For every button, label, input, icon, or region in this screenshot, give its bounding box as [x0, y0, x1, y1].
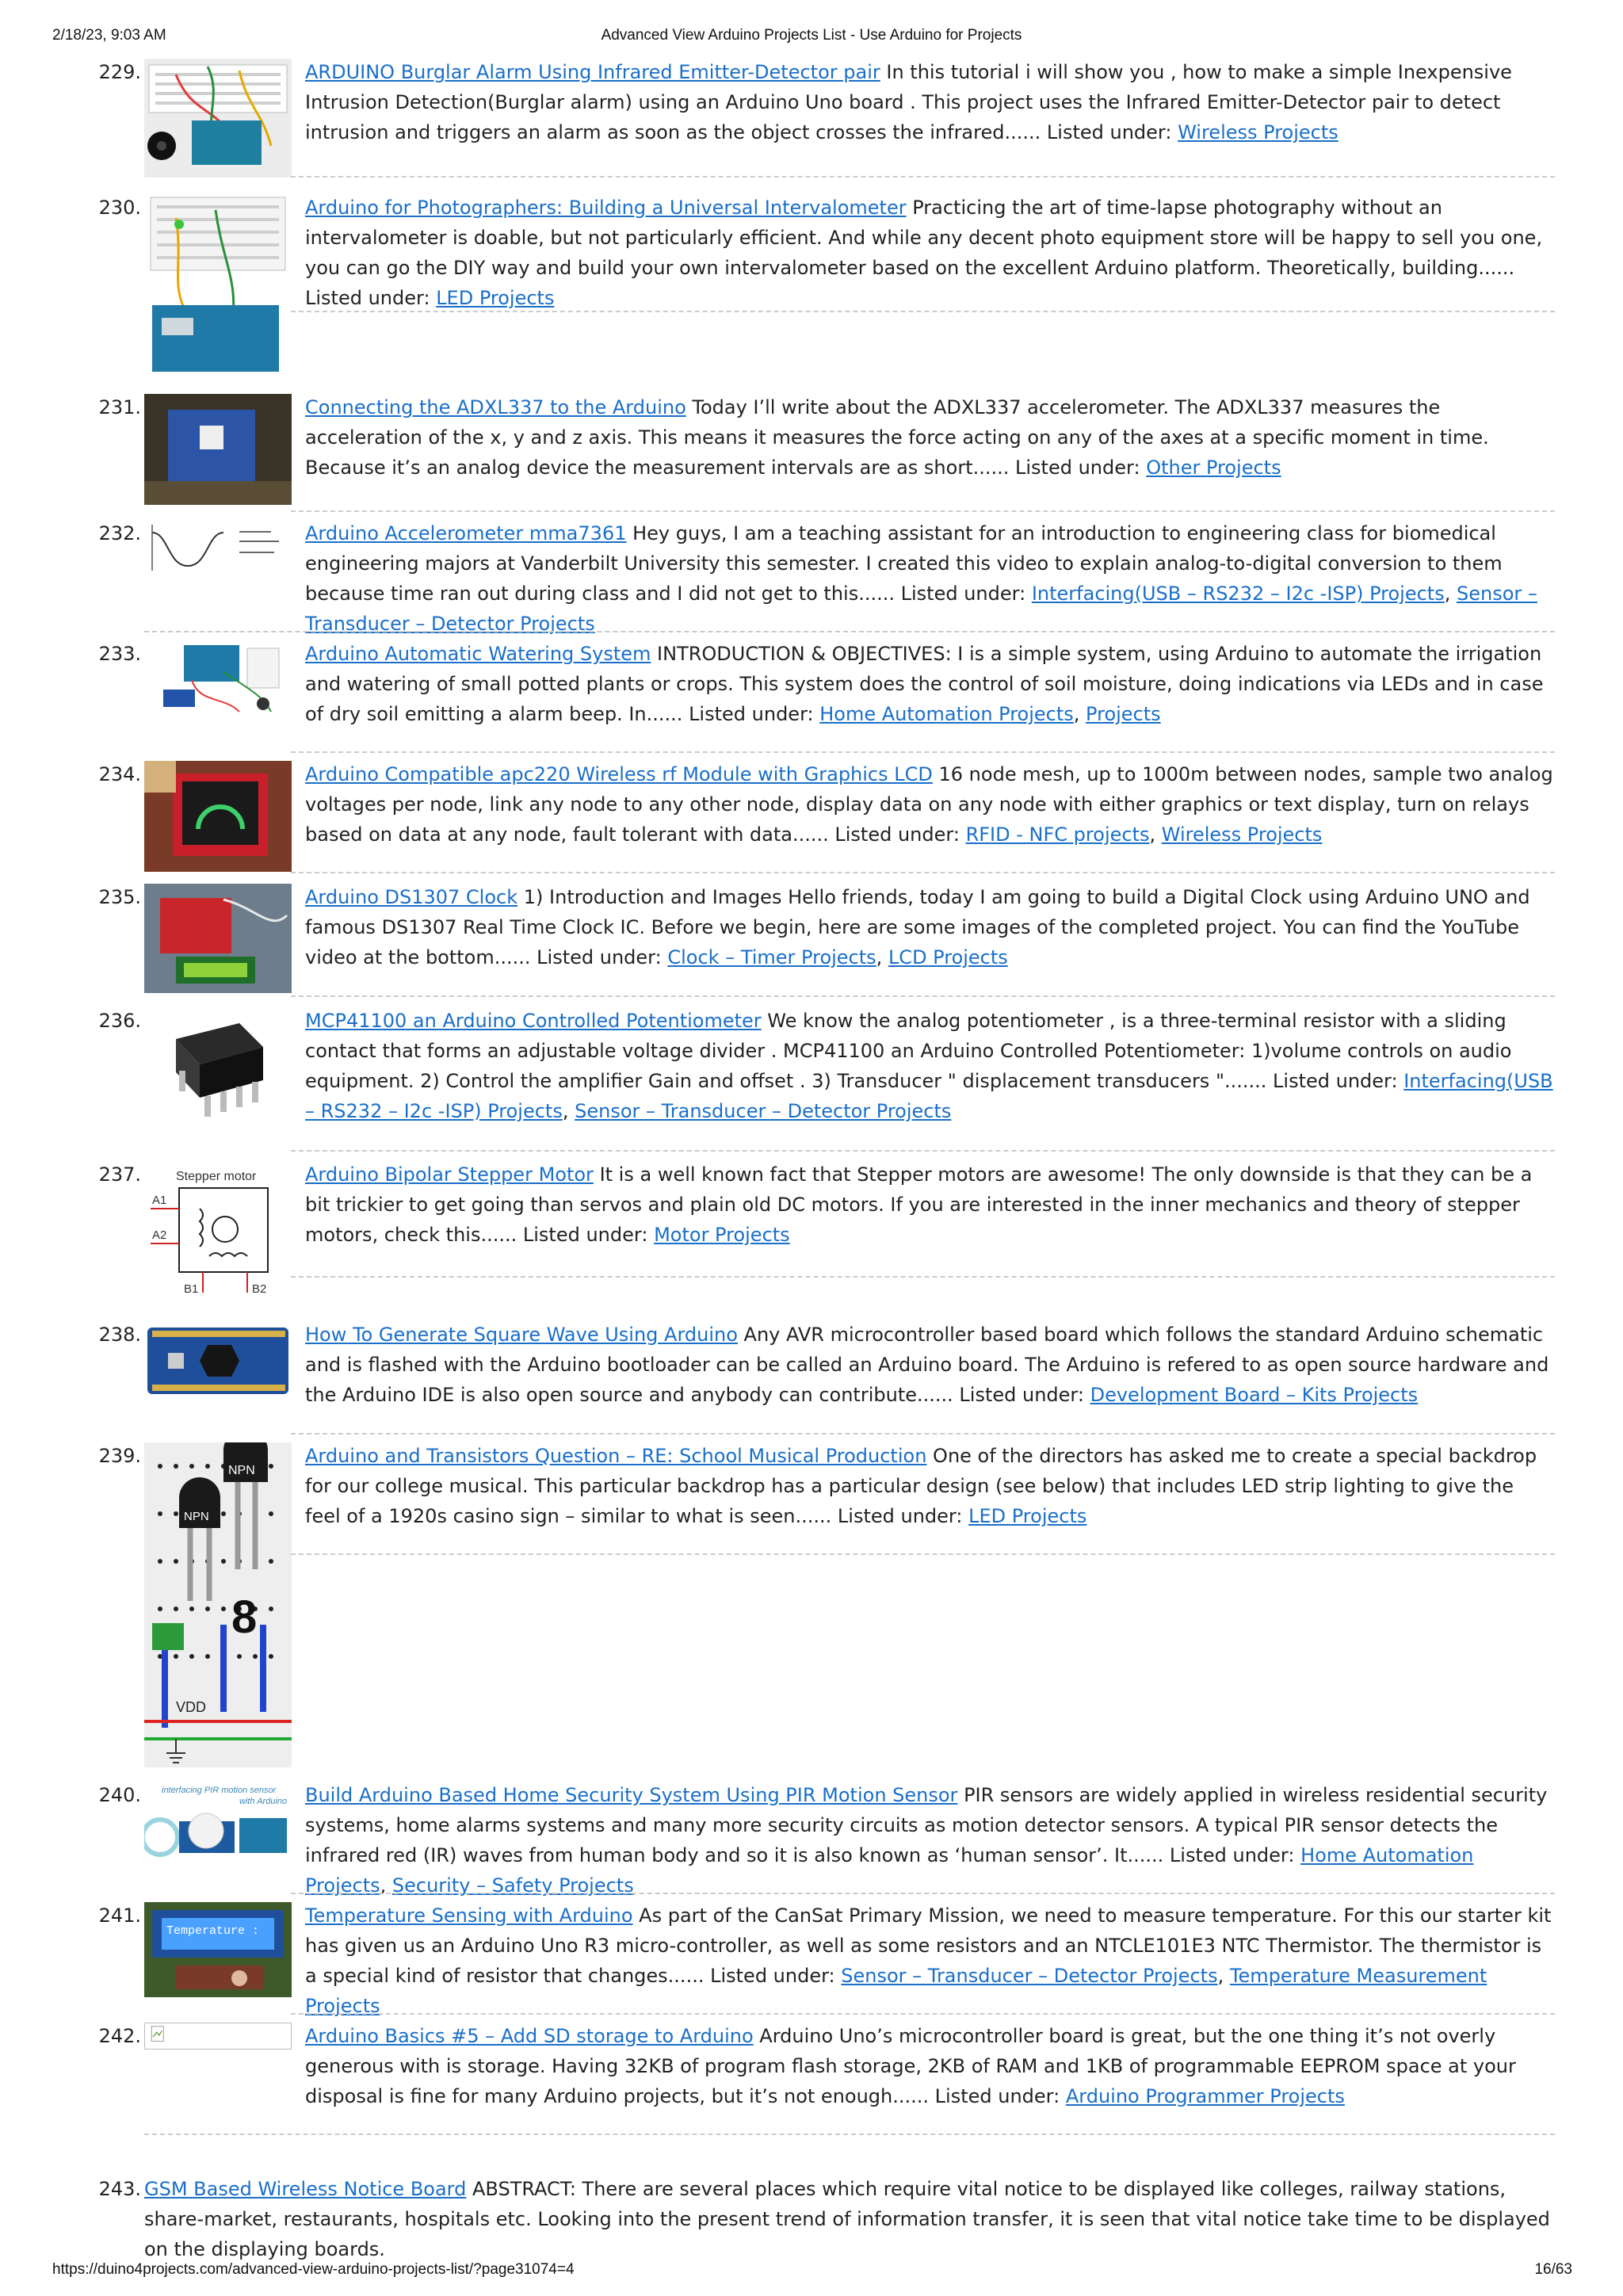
category-link[interactable]: Projects [1086, 703, 1161, 725]
item-text: Arduino Automatic Watering System INTRODUCTION & OBJECTIVES: I is a simple system, using Arduino to automate the irrigation and watering of small potted plants or crops. This system does the control of soil moisture, doing indications via LEDs and in case of dry soil emitting a alarm beep. In...... Listed under: Home Automation Projects, Projects [305, 643, 1544, 725]
category-link[interactable]: Development Board – Kits Projects [1090, 1384, 1419, 1406]
thumb-label-digit: 8 [231, 1591, 258, 1643]
item-number: 231. [98, 396, 141, 418]
thumbnail-apc220[interactable] [144, 761, 292, 872]
category-link[interactable]: Motor Projects [654, 1224, 790, 1246]
category-link[interactable]: Wireless Projects [1178, 121, 1338, 143]
thumbnail-pir-security[interactable] [144, 1782, 292, 1861]
listed-under-label: Listed under: [1169, 1844, 1295, 1866]
project-title-link[interactable]: Arduino and Transistors Question – RE: School Musical Production [305, 1445, 927, 1467]
item-text [305, 2021, 1553, 2111]
project-excerpt: In this tutorial i will show you , how to make a simple Inexpensive Intrusion Detection(Burglar alarm) using an Arduino Uno board . This project uses the Infrared Emitter-Detector pair to detect intrusion and triggers an alarm as soon as the object crosses the infrared...... [305, 61, 1512, 143]
separator [291, 311, 1555, 312]
thumb-label-a2: A2 [152, 1228, 167, 1242]
item-number: 229. [98, 61, 141, 83]
print-footer [0, 2261, 1623, 2285]
thumb-label-stepper: Stepper motor [176, 1170, 257, 1183]
listed-under-label: Listed under: [1015, 457, 1140, 479]
thumb-label-pir-1: interfacing PIR motion sensor [162, 1786, 277, 1795]
project-excerpt: We know the analog potentiometer , is a three-terminal resistor with a sliding contact that forms an adjustable voltage divider . MCP41100 an Arduino Controlled Potentiometer: 1)volume controls on audio equipment. 2) Control the amplifier Gain and offset . 3) Transducer " displacement transducers "....... [305, 1010, 1512, 1092]
category-link[interactable]: Sensor – Transducer – Detector Projects [305, 583, 1537, 635]
item-number: 232. [98, 522, 141, 544]
item-number: 240. [98, 1784, 141, 1806]
print-page-number: 16/63 [1534, 2261, 1572, 2278]
separator [144, 631, 1555, 632]
separator [291, 995, 1555, 997]
separator [291, 176, 1555, 178]
project-title-link[interactable]: Connecting the ADXL337 to the Arduino [305, 396, 686, 418]
separator [291, 510, 1555, 512]
thumbnail-mcp41100[interactable] [144, 1007, 292, 1126]
project-title-link[interactable]: Arduino for Photographers: Building a Universal Intervalometer [305, 197, 907, 219]
project-title-link[interactable]: Arduino Bipolar Stepper Motor [305, 1163, 594, 1186]
project-excerpt: Any AVR microcontroller based board which follows the standard Arduino schematic and is flashed with the Arduino bootloader can be called an Arduino board. The Arduino is refered to as open source hardware and the Arduino IDE is also open source and anybody can contribute...... [305, 1324, 1549, 1406]
separator [291, 1433, 1555, 1435]
thumb-label-npn-2: NPN [184, 1510, 209, 1523]
item-text: Temperature Sensing with Arduino As part of the CanSat Primary Mission, we need to measure temperature. For this our starter kit has given us an Arduino Uno R3 micro-controller, as well as some resistors and an NTCLE101E3 NTC Thermistor. The thermistor is a special kind of resistor that changes...... Listed under: Sensor – Transducer – Detector Projects, Temperature Measurement Projects [305, 1904, 1552, 2017]
listed-under-label: Listed under: [710, 1965, 835, 1987]
listed-under-label: Listed under: [537, 946, 662, 968]
thumb-label-vdd: VDD [176, 1699, 207, 1715]
thumb-label-b1: B1 [184, 1282, 199, 1296]
category-link[interactable]: Sensor – Transducer – Detector Projects [841, 1965, 1218, 1987]
item-text: Arduino Compatible apc220 Wireless rf Module with Graphics LCD 16 node mesh, up to 1000m between nodes, sample two analog voltages per node, link any node to any other node, display data on any node with either graphics or text display, turn on relays based on data at any node, fault tolerant with data...... Listed under: RFID - NFC projects, Wireless Projects [305, 763, 1553, 846]
separator [291, 1553, 1555, 1555]
thumbnail-mma7361[interactable] [144, 520, 292, 574]
item-number: 239. [98, 1445, 141, 1467]
item-text: Arduino Accelerometer mma7361 Hey guys, I am a teaching assistant for an introduction to engineering class for biomedical engineering majors at Vanderbilt University this semester. I created this video to explain analog-to-digital conversion to them because time ran out during class and I did not get to this...... Listed under: Interfacing(USB – RS232 – I2c -ISP) Projects, Sensor – Transducer – Detector Projects [305, 522, 1537, 635]
category-link[interactable]: Security – Safety Projects [391, 1874, 634, 1897]
separator [291, 2013, 1555, 2015]
project-title-link[interactable]: MCP41100 an Arduino Controlled Potentiometer [305, 1010, 762, 1032]
arduino-pro-mini-image [144, 1321, 292, 1400]
item-number: 238. [98, 1324, 141, 1346]
category-link[interactable]: LED Projects [968, 1505, 1087, 1527]
listed-under-label: Listed under: [959, 1384, 1084, 1406]
category-link[interactable]: Sensor – Transducer – Detector Projects [575, 1100, 952, 1122]
thumbnail-intervalometer[interactable] [144, 194, 292, 375]
item-number: 243. [98, 2178, 141, 2200]
listed-under-label: Listed under: [1046, 121, 1172, 143]
item-text: Build Arduino Based Home Security System Using PIR Motion Sensor PIR sensors are widely applied in wireless residential security systems, home alarms systems and many more security circuits as motion detector sensors. A typical PIR sensor detects the infrared red (IR) waves from human body and so it is also known as ‘human sensor’. It...... Listed under: Home Automation Projects, Security – Safety Projects [305, 1784, 1548, 1897]
project-excerpt: INTRODUCTION & OBJECTIVES: I is a simple system, using Arduino to automate the irrigation and watering of small potted plants or crops. This system does the control of soil moisture, doing indications via LEDs and in case of dry soil emitting a alarm beep. In...... [305, 643, 1544, 725]
separator [291, 872, 1555, 873]
intervalometer-image [144, 194, 292, 375]
listed-under-label: Listed under: [834, 823, 960, 846]
project-title-link[interactable]: GSM Based Wireless Notice Board [144, 2178, 467, 2200]
category-link[interactable]: LED Projects [436, 287, 555, 309]
print-url: https://duino4projects.com/advanced-view-arduino-projects-list/?page31074=4 [52, 2261, 575, 2278]
thumbnail-transistors[interactable] [144, 1442, 292, 1767]
sine-sketch-image [144, 520, 292, 574]
thumb-label-a1: A1 [152, 1194, 167, 1207]
graphics-lcd-photo [144, 761, 292, 872]
thumbnail-sd-storage[interactable] [144, 2023, 292, 2050]
item-text [305, 1320, 1553, 1410]
separator [291, 751, 1555, 753]
listed-under-label: Listed under: [1273, 1070, 1398, 1092]
category-link[interactable]: Clock – Timer Projects [667, 946, 876, 968]
item-number: 242. [98, 2025, 141, 2047]
item-number: 235. [98, 886, 141, 908]
project-excerpt: ABSTRACT: There are several places which require vital notice to be displayed like colleges, railway stations, share-market, restaurants, hospitals etc. Looking into the present trend of information transfer, it is seen that vital notice take time to be displayed on the displaying boards. [144, 2178, 1550, 2260]
project-title-link[interactable]: Arduino Basics #5 – Add SD storage to Arduino [305, 2025, 754, 2047]
separator [291, 1276, 1555, 1278]
project-excerpt: 1) Introduction and Images Hello friends, today I am going to build a Digital Clock using Arduino UNO and famous DS1307 Real Time Clock IC. Before we begin, here are some images of the completed project. You can find the YouTube video at the bottom...... [305, 886, 1530, 968]
category-link[interactable]: Home Automation Projects [305, 1844, 1474, 1897]
watering-circuit-image [144, 640, 292, 720]
project-title-link[interactable]: ARDUINO Burglar Alarm Using Infrared Emitter-Detector pair [305, 61, 880, 83]
thumbnail-burglar-alarm[interactable] [144, 59, 292, 178]
category-link[interactable]: Home Automation Projects [819, 703, 1074, 725]
ds1307-clock-photo [144, 884, 292, 993]
item-text [144, 2174, 1555, 2264]
category-link[interactable]: Other Projects [1146, 457, 1281, 479]
broken-image-icon [145, 2023, 291, 2049]
project-title-link[interactable]: Arduino DS1307 Clock [305, 886, 518, 908]
temperature-lcd-photo [144, 1902, 292, 1997]
item-text [305, 1441, 1553, 1531]
print-page-title: Advanced View Arduino Projects List - Use Arduino for Projects [601, 27, 1022, 44]
thumbnail-stepper-motor[interactable] [144, 1161, 292, 1296]
project-excerpt: Arduino Uno’s microcontroller board is great, but the one thing it’s not overly generous with is storage. Having 32KB of program flash storage, 2KB of RAM and 1KB of programmable EEPROM space at your disposal is fine for many Arduino projects, but it’s not enough...... [305, 2025, 1516, 2107]
project-excerpt: Hey guys, I am a teaching assistant for an introduction to engineering class for biomedical engineering majors at Vanderbilt University this semester. I created this video to explain analog-to-digital conversion to them because time ran out during class and I did not get to this...... [305, 522, 1503, 605]
project-excerpt: Today I’ll write about the ADXL337 accelerometer. The ADXL337 measures the acceleration of the x, y and z axis. This means it measures the force acting on any of the axes at a specific moment in time. Because it’s an analog device the measurement intervals are as short...... [305, 396, 1489, 479]
listed-under-label: Listed under: [837, 1505, 963, 1527]
listed-under-label: Listed under: [522, 1224, 648, 1246]
thumbnail-ds1307-clock[interactable] [144, 884, 292, 993]
listed-under-label: Listed under: [900, 583, 1026, 605]
category-link[interactable]: RFID - NFC projects [965, 823, 1150, 846]
thumbnail-adxl337[interactable] [144, 394, 292, 505]
thumb-label-lcd: Temperature : [166, 1924, 260, 1938]
project-title-link[interactable]: Arduino Automatic Watering System [305, 643, 651, 665]
thumbnail-square-wave[interactable] [144, 1321, 292, 1400]
listed-under-label: Listed under: [689, 703, 814, 725]
project-title-link[interactable]: Build Arduino Based Home Security System Using PIR Motion Sensor [305, 1784, 958, 1806]
category-link[interactable]: Temperature Measurement Projects [305, 1965, 1487, 2017]
category-link[interactable]: Interfacing(USB – RS232 – I2c -ISP) Projects [1031, 583, 1445, 605]
project-title-link[interactable]: Temperature Sensing with Arduino [305, 1904, 633, 1927]
thumbnail-watering-system[interactable] [144, 640, 292, 720]
category-link[interactable]: Arduino Programmer Projects [1065, 2085, 1345, 2107]
listed-under-label: Listed under: [305, 287, 430, 309]
item-text [305, 392, 1553, 483]
item-text [305, 1159, 1553, 1250]
stepper-schematic-image [144, 1161, 292, 1296]
thumbnail-temperature-sensing[interactable] [144, 1902, 292, 1997]
category-link[interactable]: Wireless Projects [1161, 823, 1323, 846]
dip-chip-image [144, 1007, 292, 1126]
item-text [305, 193, 1553, 313]
accelerometer-photo [144, 394, 292, 505]
listed-under-label: Listed under: [934, 2085, 1060, 2107]
project-title-link[interactable]: Arduino Compatible apc220 Wireless rf Module with Graphics LCD [305, 763, 933, 785]
print-datetime: 2/18/23, 9:03 AM [52, 27, 166, 44]
pir-sensor-image [144, 1782, 292, 1861]
item-number: 241. [98, 1904, 141, 1927]
project-excerpt: As part of the CanSat Primary Mission, we need to measure temperature. For this our starter kit has given us an Arduino Uno R3 micro-controller, as well as some resistors and an NTCLE101E3 NTC Thermistor. The thermistor is a special kind of resistor that changes...... [305, 1904, 1552, 1987]
item-text: Arduino DS1307 Clock 1) Introduction and Images Hello friends, today I am going to build a Digital Clock using Arduino UNO and famous DS1307 Real Time Clock IC. Before we begin, here are some images of the completed project. You can find the YouTube video at the bottom...... Listed under: Clock – Timer Projects, LCD Projects [305, 886, 1530, 968]
item-number: 233. [98, 643, 141, 665]
project-excerpt: Practicing the art of time-lapse photography without an intervalometer is doable, but not particularly efficient. And while any decent photo equipment store will be happy to sell you one, you can go the DIY way and build your own intervalometer based on the excellent Arduino platform. Theoretically, building...... [305, 197, 1543, 279]
separator [144, 2134, 1555, 2135]
project-excerpt: One of the directors has asked me to create a special backdrop for our college musical. This particular backdrop has a particular design (see below) that includes LED strip lighting to give the feel of a 1920s casino sign – similar to what is seen...... [305, 1445, 1537, 1527]
item-number: 230. [98, 197, 141, 219]
thumb-label-pir-2: with Arduino [239, 1797, 288, 1806]
transistor-breadboard-image [144, 1442, 292, 1767]
thumb-label-b2: B2 [252, 1282, 267, 1296]
separator [291, 1893, 1555, 1894]
item-text: MCP41100 an Arduino Controlled Potentiometer We know the analog potentiometer , is a three-terminal resistor with a sliding contact that forms an adjustable voltage divider . MCP41100 an Arduino Controlled Potentiometer: 1)volume controls on audio equipment. 2) Control the amplifier Gain and offset . 3) Transducer " displacement transducers "....... Listed under: Interfacing(USB – RS232 – I2c -ISP) Projects, Sensor – Transducer – Detector Projects [305, 1010, 1553, 1122]
project-excerpt: 16 node mesh, up to 1000m between nodes, sample two analog voltages per node, link any node to any other node, display data on any node with either graphics or text display, turn on relays based on data at any node, fault tolerant with data...... [305, 763, 1553, 846]
project-excerpt: It is a well known fact that Stepper motors are awesome! The only downside is that they can be a bit trickier to get going than servos and plain old DC motors. If you are interested in the inner mechanics and theory of stepper motors, check this...... [305, 1163, 1533, 1246]
breadboard-alarm-image [144, 59, 292, 178]
item-number: 237. [98, 1163, 141, 1186]
category-link[interactable]: LCD Projects [888, 946, 1008, 968]
separator [291, 1150, 1555, 1152]
item-number: 234. [98, 763, 141, 785]
project-title-link[interactable]: Arduino Accelerometer mma7361 [305, 522, 627, 544]
category-link[interactable]: Interfacing(USB – RS232 – I2c -ISP) Projects [305, 1070, 1553, 1122]
item-number: 236. [98, 1010, 141, 1032]
project-title-link[interactable]: How To Generate Square Wave Using Arduino [305, 1324, 738, 1346]
thumb-label-npn-1: NPN [228, 1464, 255, 1477]
project-excerpt: PIR sensors are widely applied in wireless residential security systems, home alarms systems and many more security circuits as motion detector sensors. A typical PIR sensor detects the infrared red (IR) waves from human body and so it is also known as ‘human sensor’. It...... [305, 1784, 1548, 1866]
item-text [305, 57, 1553, 147]
